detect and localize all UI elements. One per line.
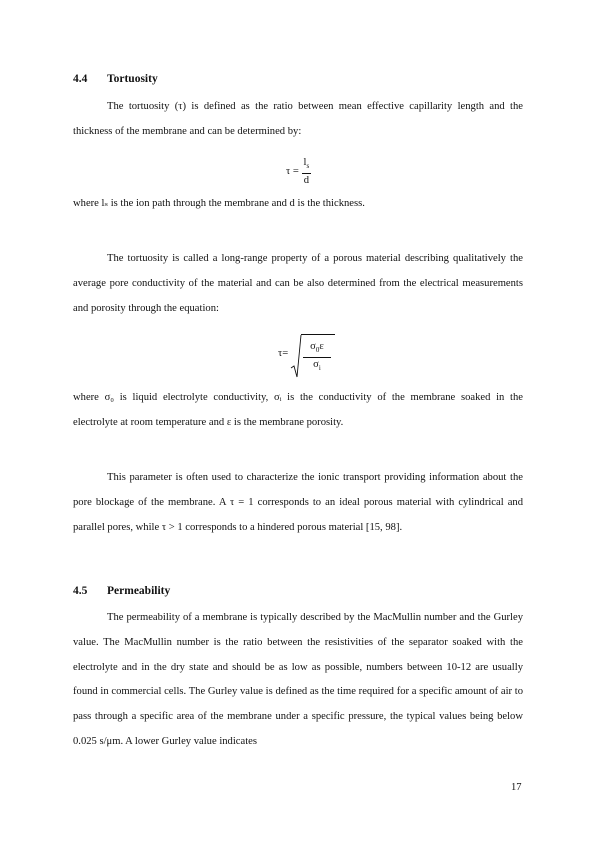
paragraph-long-range-property: The tortuosity is called a long-range property of a porous material describing qualitatively the average pore conductivity of the material and can be also determined from the electrical measurements and porosity through the equation: [73,253,523,314]
equation-fraction: $\frac{\sigma_0\varepsilon}{\sigma_i}$ [303,340,331,375]
numerator-subscript: s [306,162,310,171]
square-root-icon [290,334,302,378]
equation-tortuosity-ratio [286,156,311,187]
numerator: l [303,157,307,168]
equation-fraction [302,156,312,187]
equation-lhs: τ = [286,166,299,177]
section-title: Tortuosity [107,73,158,85]
paragraph-conductivity-variables: where σ₀ is liquid electrolyte conductivity, σᵢ is the conductivity of the membrane soaked in the electrolyte at room temperature and ε is the membrane porosity. [73,392,523,428]
paragraph-ionic-transport: This parameter is often used to characterize the ionic transport providing information about the pore blockage of the membrane. A τ = 1 corresponds to an ideal porous material with cylindrical and parallel pores, while τ > 1 corresponds to a hindered porous material [15, 98]. [73,472,523,533]
section-heading-4-5 [73,585,170,597]
paragraph-permeability: The permeability of a membrane is typically described by the MacMullin number and the Gurley value. The MacMullin number is the ratio between the resistivities of the separator soaked with the electrolyte and in the dry state and should be as low as possible, numbers between 10-12 are usually found in commercial cells. The Gurley value is defined as the time required for a specific amount of air to pass through a specific area of the membrane under a specific pressure, the typical values being below 0.025 s/μm. A lower Gurley value indicates [73,612,523,747]
section-number: 4.4 [73,73,88,85]
paragraph-equation-variables: where lₛ is the ion path through the membrane and d is the thickness. [73,198,365,209]
section-number: 4.5 [73,585,88,597]
page-number: 17 [511,782,522,793]
section-heading-4-4 [73,73,158,85]
denominator: d [303,175,310,187]
equation-lhs: τ= [278,348,289,359]
radical-bar [301,334,335,335]
section-title: Permeability [107,585,171,597]
paragraph-tortuosity-definition: The tortuosity (τ) is defined as the ratio between mean effective capillarity length and the thickness of the membrane and can be determined by: [73,101,523,137]
